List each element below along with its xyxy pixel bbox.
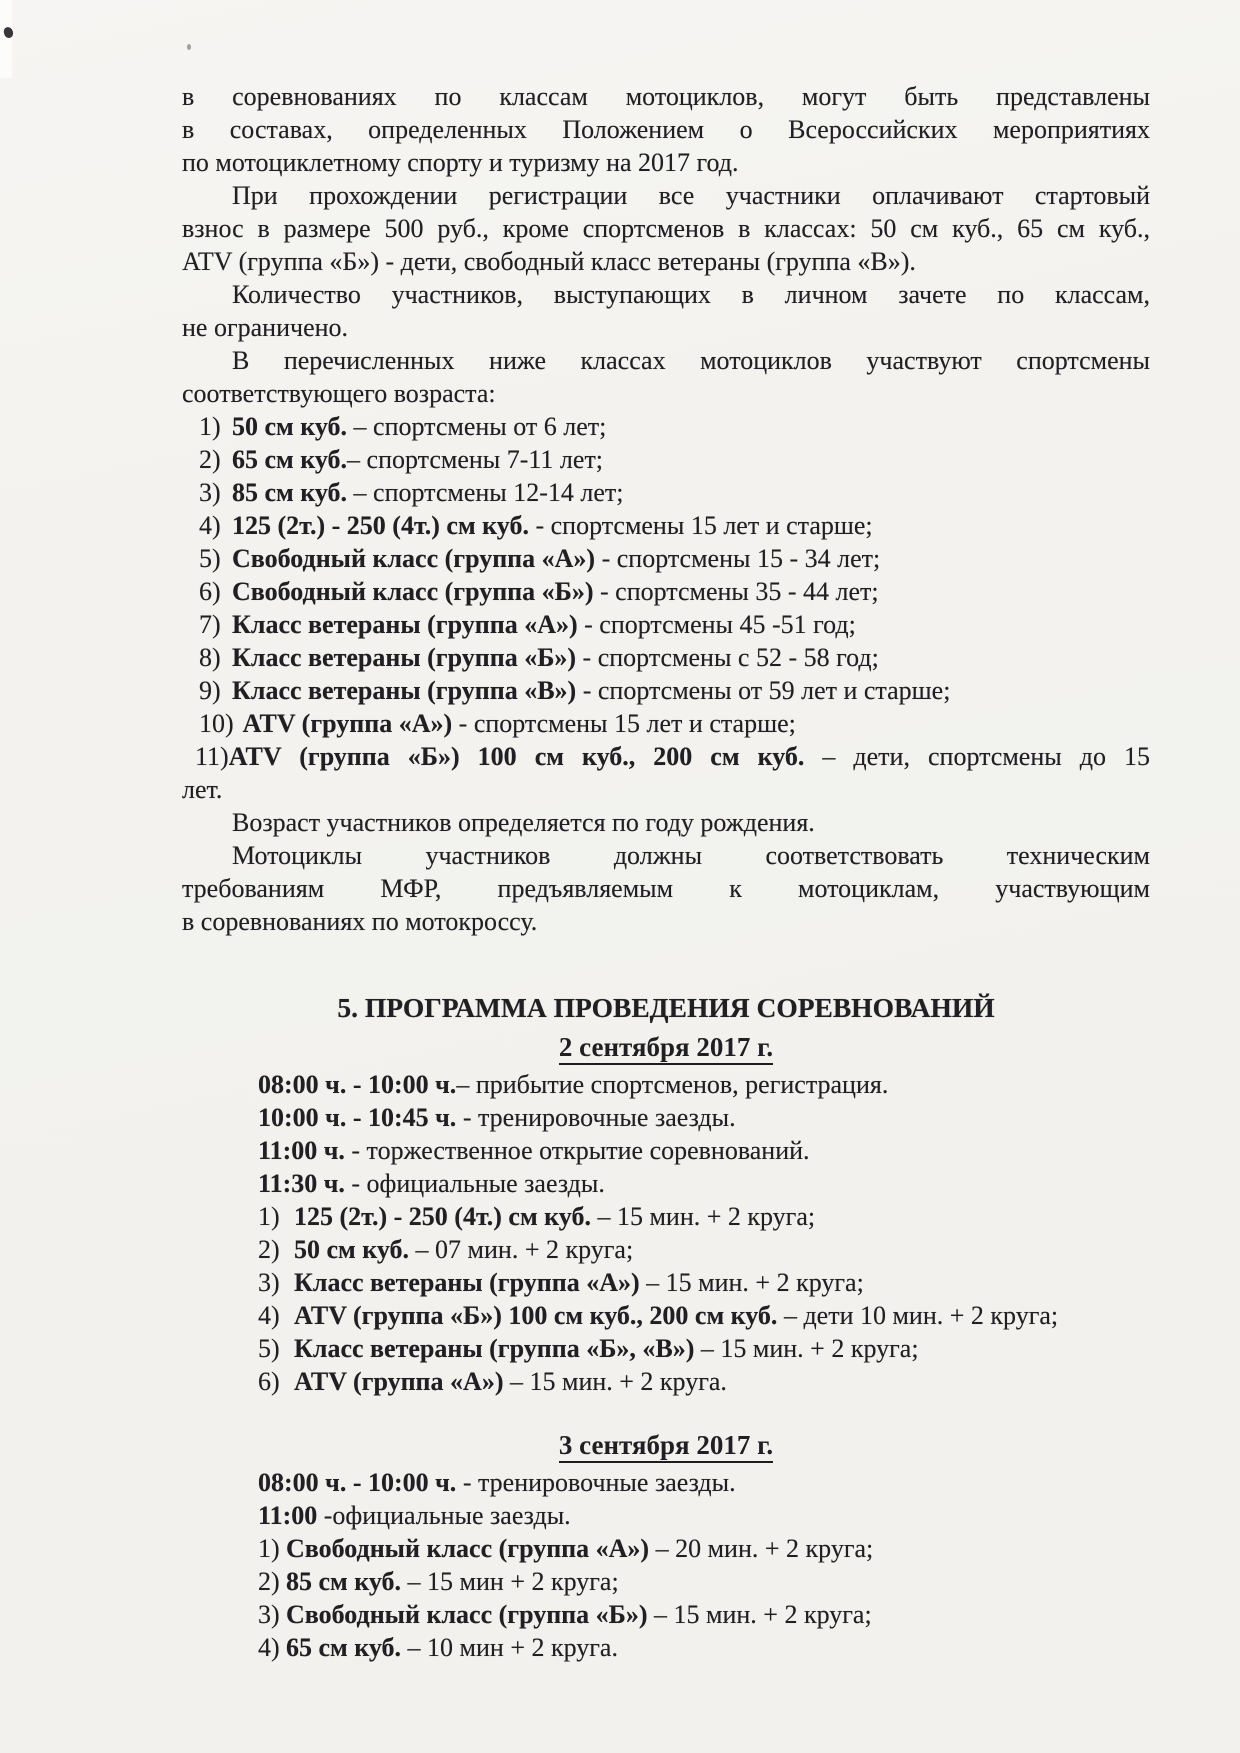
class-name: Свободный класс (группа «Б») <box>232 577 594 606</box>
class-list-item <box>182 740 1150 773</box>
race-class-name: Свободный класс (группа «Б») <box>286 1600 648 1629</box>
class-description: - спортсмены 15 - 34 лет; <box>595 544 881 573</box>
item-number: 9) <box>199 676 221 705</box>
section-heading: 5. ПРОГРАММА ПРОВЕДЕНИЯ СОРЕВНОВАНИЙ <box>337 992 995 1023</box>
race-description: – 15 мин. + 2 круга; <box>639 1268 864 1297</box>
class-list-item <box>182 410 1150 443</box>
race-item <box>182 1565 1150 1598</box>
item-number: 1) <box>199 412 221 441</box>
class-list-item <box>182 476 1150 509</box>
item-number: 1) <box>258 1534 280 1563</box>
schedule-description: - тренировочные заезды. <box>456 1468 736 1497</box>
race-item <box>182 1532 1150 1565</box>
race-item <box>182 1365 1150 1398</box>
paragraph-line: не ограничено. <box>182 313 349 342</box>
class-list-item <box>182 443 1150 476</box>
item-number: 5) <box>199 544 221 573</box>
schedule-description: - торжественное открытие соревнований. <box>344 1136 810 1165</box>
item-number: 4) <box>199 511 221 540</box>
race-item <box>182 1332 1150 1365</box>
race-class-name: Класс ветераны (группа «А») <box>294 1268 640 1297</box>
paragraph-line: ATV (группа «Б») - дети, свободный класс ветераны (группа «В»). <box>182 247 916 276</box>
schedule-description: - официальные заезды. <box>344 1169 605 1198</box>
class-description: - спортсмены от 59 лет и старше; <box>576 676 951 705</box>
race-item <box>182 1299 1150 1332</box>
paragraph-line: Количество участников, выступающих в личном зачете по классам, <box>232 280 1150 309</box>
race-class-name: Класс ветераны (группа «Б», «В») <box>294 1334 695 1363</box>
item-number: 2) <box>199 445 221 474</box>
race-class-name: 85 см куб. <box>286 1567 402 1596</box>
schedule-description: -официальные заезды. <box>317 1501 571 1530</box>
paragraph-line: Возраст участников определяется по году рождения. <box>232 808 815 837</box>
race-description: – 15 мин + 2 круга; <box>401 1567 619 1596</box>
class-name: ATV (группа «Б») 100 см куб., 200 см куб. <box>228 742 805 771</box>
race-description: – 07 мин. + 2 круга; <box>409 1235 634 1264</box>
item-number: 5) <box>258 1334 280 1363</box>
class-name: 50 см куб. <box>232 412 348 441</box>
item-number: 4) <box>258 1633 280 1662</box>
paragraph-line: взнос в размере 500 руб., кроме спортсменов в классах: 50 см куб., 65 см куб., <box>182 214 1150 243</box>
paragraph-line: по мотоциклетному спорту и туризму на 2017 год. <box>182 148 739 177</box>
schedule-time: 11:00 ч. <box>258 1136 345 1165</box>
class-description: - спортсмены 45 -51 год; <box>577 610 856 639</box>
class-description: - спортсмены 35 - 44 лет; <box>593 577 879 606</box>
item-number: 3) <box>258 1600 280 1629</box>
schedule-description: – прибытие спортсменов, регистрация. <box>456 1070 889 1099</box>
race-item <box>182 1598 1150 1631</box>
schedule-item <box>182 1068 1150 1101</box>
class-name: Класс ветераны (группа «А») <box>232 610 578 639</box>
class-list-item <box>182 575 1150 608</box>
item-number: 7) <box>199 610 221 639</box>
class-name: Свободный класс (группа «А») <box>232 544 596 573</box>
class-name: 125 (2т.) - 250 (4т.) см куб. <box>232 511 529 540</box>
class-description: - спортсмены с 52 - 58 год; <box>576 643 879 672</box>
item-number: 2) <box>258 1235 280 1264</box>
day2-date-text: 3 сентября 2017 г. <box>559 1430 773 1463</box>
class-list-item <box>182 674 1150 707</box>
race-item <box>182 1233 1150 1266</box>
schedule-time: 08:00 ч. - 10:00 ч. <box>258 1070 457 1099</box>
paragraph-line: в соревнованиях по классам мотоциклов, могут быть представлены <box>182 82 1150 111</box>
class-list-item <box>182 641 1150 674</box>
schedule-item <box>182 1466 1150 1499</box>
paragraph-line: В перечисленных ниже классах мотоциклов участвуют спортсмены <box>232 346 1150 375</box>
race-description: – дети 10 мин. + 2 круга; <box>777 1301 1059 1330</box>
class-name: Класс ветераны (группа «Б») <box>232 643 577 672</box>
item-number: 3) <box>199 478 221 507</box>
class-name: 65 см куб. <box>232 445 348 474</box>
class-list-item <box>182 542 1150 575</box>
paragraph-line: соответствующего возраста: <box>182 379 496 408</box>
race-class-name: 65 см куб. <box>286 1633 402 1662</box>
paragraph-line: в составах, определенных Положением о Всероссийских мероприятиях <box>182 115 1150 144</box>
race-class-name: 50 см куб. <box>294 1235 410 1264</box>
schedule-item <box>182 1167 1150 1200</box>
race-description: – 15 мин. + 2 круга. <box>503 1367 727 1396</box>
class-name: 85 см куб. <box>232 478 348 507</box>
schedule-time: 11:00 <box>258 1501 318 1530</box>
class-description: - спортсмены 15 лет и старше; <box>528 511 873 540</box>
day2-date-heading <box>182 1424 1150 1466</box>
paragraph-line: При прохождении регистрации все участники оплачивают стартовый <box>232 181 1150 210</box>
class-description: - спортсмены 15 лет и старше; <box>452 709 796 738</box>
race-item <box>182 1631 1150 1664</box>
day1-date-text: 2 сентября 2017 г. <box>559 1032 773 1065</box>
race-description: – 20 мин. + 2 круга; <box>649 1534 874 1563</box>
race-description: – 15 мин. + 2 круга; <box>590 1202 816 1231</box>
paragraph-line: требованиям МФР, предъявляемым к мотоциклам, участвующим <box>182 874 1150 903</box>
item-number: 10) <box>199 709 234 738</box>
paragraph-line: Мотоциклы участников должны соответствовать техническим <box>232 841 1150 870</box>
schedule-item <box>182 1134 1150 1167</box>
item-number: 8) <box>199 643 221 672</box>
schedule-time: 10:00 ч. - 10:45 ч. <box>258 1103 457 1132</box>
class-name: Класс ветераны (группа «В») <box>232 676 577 705</box>
class-description: – дети, спортсмены до 15 <box>804 742 1150 771</box>
schedule-time: 08:00 ч. - 10:00 ч. <box>258 1468 457 1497</box>
race-class-name: 125 (2т.) - 250 (4т.) см куб. <box>294 1202 591 1231</box>
race-item <box>182 1200 1150 1233</box>
race-class-name: Свободный класс (группа «А») <box>286 1534 650 1563</box>
class-list-item <box>182 608 1150 641</box>
schedule-item <box>182 1499 1150 1532</box>
race-class-name: ATV (группа «А») <box>294 1367 504 1396</box>
class-description: – спортсмены 7-11 лет; <box>347 445 604 474</box>
race-description: – 15 мин. + 2 круга; <box>647 1600 872 1629</box>
race-description: – 10 мин + 2 круга. <box>401 1633 618 1662</box>
class-name: ATV (группа «А») <box>242 709 453 738</box>
schedule-item <box>182 1101 1150 1134</box>
race-item <box>182 1266 1150 1299</box>
day1-date-heading <box>182 1026 1150 1068</box>
race-description: – 15 мин. + 2 круга; <box>694 1334 919 1363</box>
item-number: 6) <box>258 1367 280 1396</box>
class-description: – спортсмены от 6 лет; <box>347 412 607 441</box>
item-number: 4) <box>258 1301 280 1330</box>
paragraph-line: в соревнованиях по мотокроссу. <box>182 907 538 936</box>
class-description: – спортсмены 12-14 лет; <box>347 478 624 507</box>
item-number: 6) <box>199 577 221 606</box>
item-number: 1) <box>258 1202 280 1231</box>
schedule-description: - тренировочные заезды. <box>456 1103 736 1132</box>
class-list-item <box>182 707 1150 740</box>
class-list-item-wrap: лет. <box>182 775 223 804</box>
item-number: 11) <box>195 742 229 771</box>
race-class-name: ATV (группа «Б») 100 см куб., 200 см куб. <box>294 1301 778 1330</box>
class-list-item <box>182 509 1150 542</box>
item-number: 2) <box>258 1567 280 1596</box>
item-number: 3) <box>258 1268 280 1297</box>
schedule-time: 11:30 ч. <box>258 1169 345 1198</box>
